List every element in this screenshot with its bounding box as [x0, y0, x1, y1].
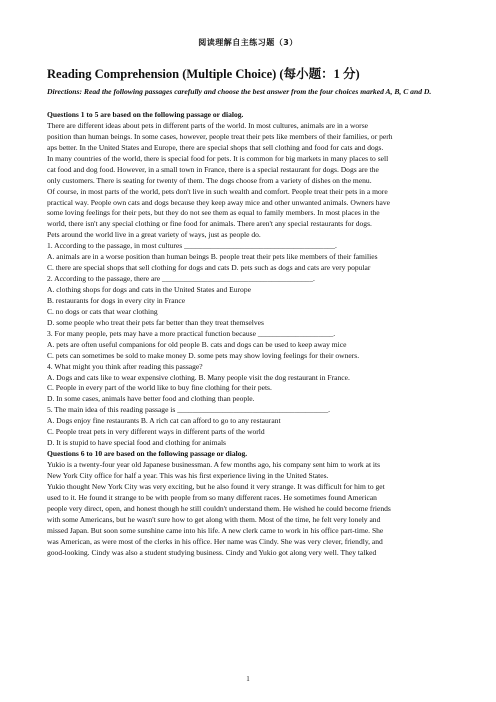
text-line: C. People in every part of the world like to buy fine clothing for their pets.: [47, 383, 272, 393]
text-line: 5. The main idea of this reading passage is ________________________________________.: [47, 405, 331, 415]
text-line: There are different ideas about pets in different parts of the world. In most cultures, animals are in a worse: [47, 120, 368, 130]
text-line: In many countries of the world, there is special food for pets. It is common for big markets in many places to sell: [47, 153, 389, 163]
text-line: 2. According to the passage, there are ________________________________________.: [47, 274, 315, 284]
section-title: Reading Comprehension (Multiple Choice) (每小题：1 分): [47, 67, 360, 81]
text-line: D. In some cases, animals have better food and clothing than people.: [47, 394, 255, 404]
text-line: A. animals are in a worse position than human beings B. people treat their pets like members of their families: [47, 252, 378, 262]
text-line: practical way. People own cats and dogs because they keep away mice and other unwanted animals. Owners have: [47, 197, 390, 207]
text-line: A. pets are often useful companions for old people B. cats and dogs can be used to keep away mice: [47, 339, 347, 349]
text-line: with some Americans, but he wasn't sure how to get along with them. Most of the time, he felt very lonely and: [47, 514, 381, 524]
text-line: 4. What might you think after reading this passage?: [47, 361, 203, 371]
text-line: A. Dogs enjoy fine restaurants B. A rich cat can afford to go to any restaurant: [47, 416, 281, 426]
text-line: people very direct, open, and honest though he still couldn't understand them. He wished he could become friends: [47, 503, 391, 513]
directions: Directions: Read the following passages carefully and choose the best answer from the four choices marked A, B, C and D.: [47, 87, 432, 96]
text-line: Yukio is a twenty-four year old Japanese businessman. A few months ago, his company sent him to work at its: [47, 460, 381, 469]
question-group-heading: Questions 6 to 10 are based on the following passage or dialog.: [47, 449, 248, 459]
passage-body: [47, 110, 459, 558]
text-line: B. restaurants for dogs in every city in France: [47, 295, 186, 305]
text-line: aps better. In the United States and Europe, there are special shops that sell clothing and food for cats and dogs.: [47, 142, 384, 152]
text-line: position than human beings. In some cases, however, people treat their pets like members of their families, or perh: [47, 131, 393, 141]
text-line: used to it. He found it strange to be with people from so many different races. He sometimes found American: [47, 492, 377, 502]
text-line: only customers. There is seating for twenty of them. The dogs choose from a variety of dishes on the menu.: [47, 175, 372, 185]
text-line: A. clothing shops for dogs and cats in the United States and Europe: [47, 285, 251, 294]
page-header: 阅读理解自主练习题（3）: [198, 38, 298, 47]
text-line: world, there isn't any special clothing or fine food for animals. There aren't any special restaurants for dogs.: [47, 219, 372, 229]
text-line: C. People treat pets in very different ways in different parts of the world: [47, 427, 265, 437]
text-line: D. some people who treat their pets far better than they treat themselves: [47, 317, 264, 327]
text-line: C. pets can sometimes be sold to make money D. some pets may show loving feelings for their owners.: [47, 350, 360, 360]
text-line: Of course, in most parts of the world, pets don't live in such wealth and comfort. People treat their pets in a more: [47, 186, 388, 196]
text-line: A. Dogs and cats like to wear expensive clothing. B. Many people visit the dog restaurant in France.: [47, 372, 350, 382]
text-line: Yukio thought New York City was very exciting, but he also found it very strange. It was difficult for him to get: [47, 481, 385, 491]
text-line: some loving feelings for their pets, but they do not see them as equal to family members. In most places in the: [47, 208, 380, 218]
question-group-heading: Questions 1 to 5 are based on the following passage or dialog.: [47, 110, 244, 119]
page-number: 1: [246, 675, 250, 683]
text-line: 3. For many people, pets may have a more practical function because ____________________.: [47, 328, 336, 338]
text-line: cat food and dog food. However, in a small town in France, there is a special restaurant for dogs. Dogs are the: [47, 164, 379, 174]
text-line: good-looking. Cindy was also a student studying business. Cindy and Yukio got along very well. They talked: [47, 547, 377, 557]
text-line: missed Japan. But soon some sunshine came into his life. A new clerk came to work in his office part-time. She: [47, 525, 384, 535]
text-line: was American, as were most of the clerks in his office. Her name was Cindy. She was very clever, friendly, and: [47, 536, 383, 546]
text-line: D. It is stupid to have special food and clothing for animals: [47, 438, 226, 448]
text-line: C. no dogs or cats that wear clothing: [47, 306, 158, 316]
text-line: C. there are special shops that sell clothing for dogs and cats D. pets such as dogs and cats are very popular: [47, 263, 371, 273]
text-line: Pets around the world live in a great variety of ways, just as people do.: [47, 230, 261, 240]
text-line: 1. According to the passage, in most cultures ________________________________________.: [47, 241, 337, 251]
text-line: New York City office for half a year. This was his first experience living in the United States.: [47, 470, 329, 480]
